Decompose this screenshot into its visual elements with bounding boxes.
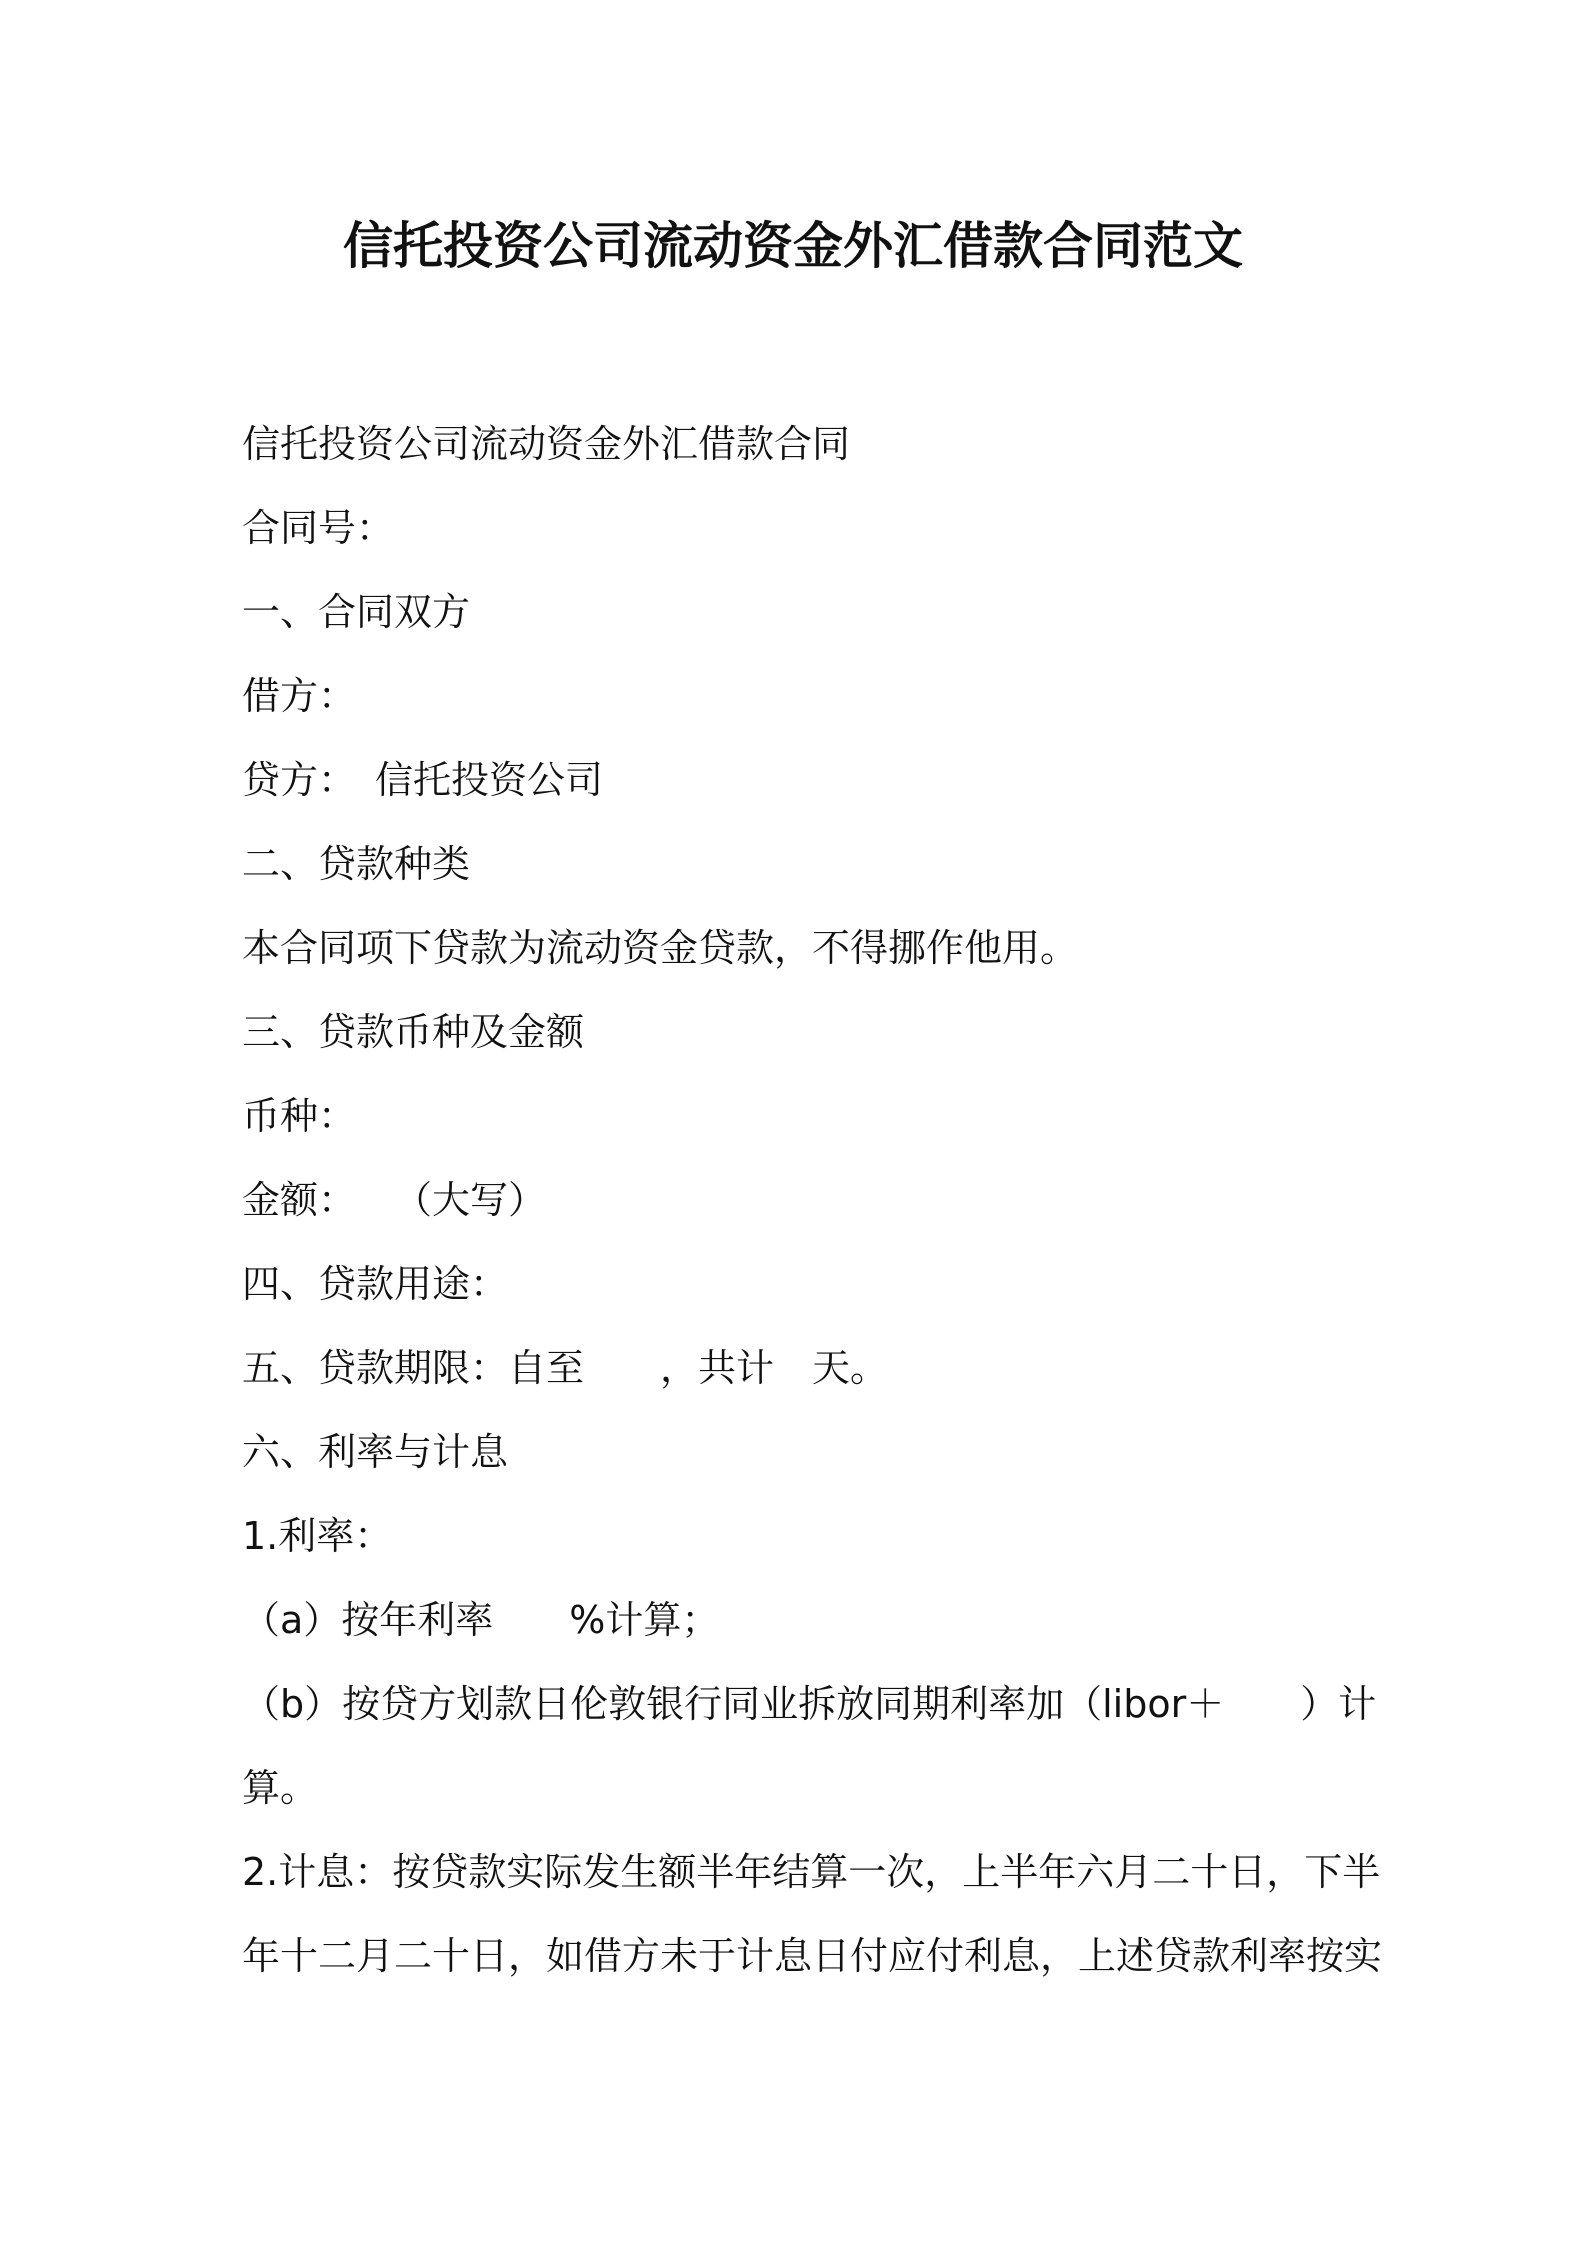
- contract-heading: 信托投资公司流动资金外汇借款合同: [242, 422, 851, 466]
- document-body: [242, 402, 1383, 1998]
- currency-line: 币种：: [242, 1094, 357, 1138]
- contract-number-line: 合同号：: [242, 506, 395, 550]
- loan-type-paragraph: 本合同项下贷款为流动资金贷款，不得挪作他用。: [242, 926, 1079, 970]
- section-heading-loan-purpose: 四、贷款用途：: [242, 1262, 509, 1306]
- borrower-line: 借方：: [242, 674, 357, 718]
- section-heading-parties: 一、合同双方: [242, 590, 471, 634]
- interest-rate-option-a: （a）按年利率 %计算；: [242, 1598, 720, 1642]
- section-heading-loan-term: 五、贷款期限：自至 ，共计 天。: [242, 1346, 889, 1390]
- section-heading-interest: 六、利率与计息: [242, 1430, 509, 1474]
- section-heading-currency-amount: 三、贷款币种及金额: [242, 1010, 585, 1054]
- interest-rate-option-b-continued: 算。: [242, 1766, 319, 1810]
- interest-calculation-line: 2.计息：按贷款实际发生额半年结算一次，上半年六月二十日，下半: [242, 1850, 1381, 1894]
- lender-line: 贷方： 信托投资公司: [242, 758, 604, 802]
- document-title: 信托投资公司流动资金外汇借款合同范文: [343, 217, 1243, 275]
- section-heading-loan-type: 二、贷款种类: [242, 842, 471, 886]
- interest-rate-option-b: （b）按贷方划款日伦敦银行同业拆放同期利率加（libor＋ ）计: [242, 1682, 1377, 1726]
- interest-rate-line: 1.利率：: [242, 1514, 393, 1558]
- amount-line: 金额： （大写）: [242, 1178, 547, 1222]
- interest-calculation-line-continued: 年十二月二十日，如借方未于计息日付应付利息，上述贷款利率按实: [242, 1934, 1383, 1978]
